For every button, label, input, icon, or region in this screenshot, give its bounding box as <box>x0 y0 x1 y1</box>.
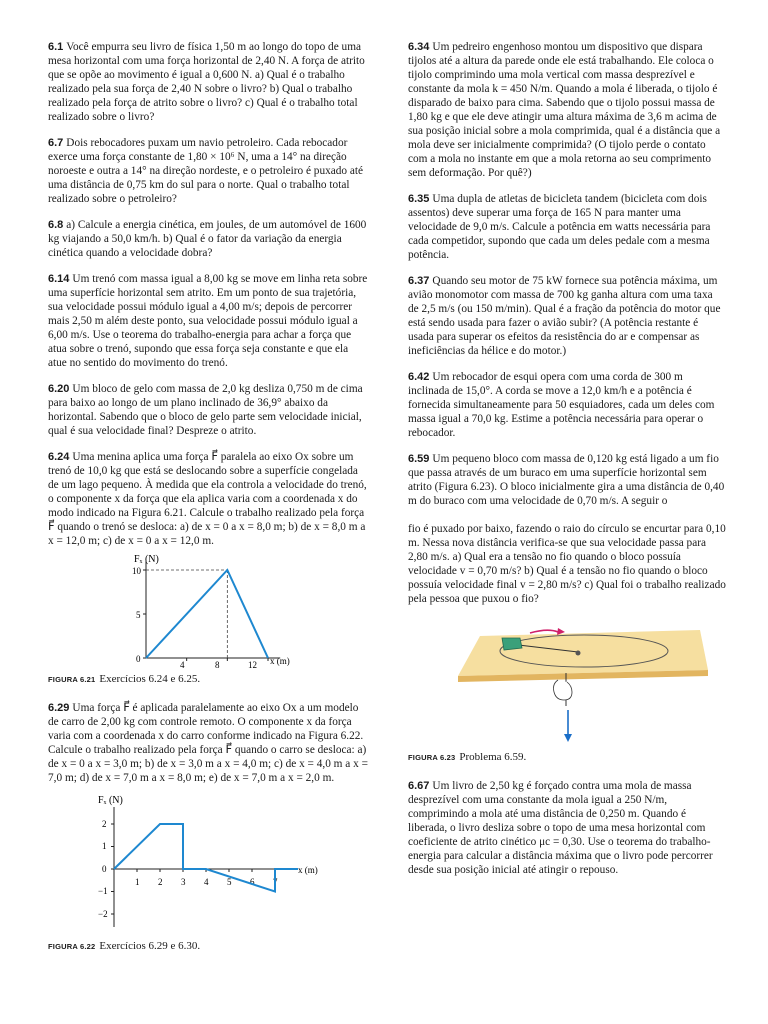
figure-label: FIGURA 6.22 <box>48 942 96 951</box>
y-tick-label: 10 <box>132 566 141 576</box>
problem-text: Uma força F⃗ é aplicada paralelamente ao eixo Ox a um modelo de carro de 2,00 kg com controle remoto. O componente x da força varia com a coordenada x do carro conforme indicado na Figura 6.22. Calcule o trabalho realizado pela força F⃗ quando o carro se desloca: a) de x = 0 a x = 3,0 m; b) de x = 3,0 m a x = 4,0 m; c) de x = 4,0 m a x = 7,0 m; d) de x = 7,0 m a x = 8,0 m; e) de x = 7,0 m a x = 2,0 m. <box>48 702 368 784</box>
x-tick-label: 4 <box>180 660 185 670</box>
problem-text: Um bloco de gelo com massa de 2,0 kg desliza 0,750 m de cima para baixo ao longo de um plano inclinado de 36,9° abaixo da horizontal. Sabendo que o bloco de gelo parte sem velocidade inicial, qual é sua velocidade final? Despreze o atrito. <box>48 383 363 437</box>
problem-6-20 <box>48 382 368 438</box>
problem-6-35 <box>408 192 726 262</box>
problem-6-59 <box>408 452 726 508</box>
problem-6-37 <box>408 274 726 358</box>
problem-number: 6.8 <box>48 219 64 231</box>
caption-text: Exercícios 6.29 e 6.30. <box>99 940 201 952</box>
problem-text: fio é puxado por baixo, fazendo o raio do círculo se encurtar para 0,10 m. Nessa nova distância verifica-se que sua velocidade passa para 2,80 m/s. a) Qual era a tensão no fio quando o bloco possuía velocidade v = 0,70 m/s? b) Qual é a tensão no fio quando o bloco possuía velocidade final v = 2,80 m/s? c) Qual foi o trabalho realizado pela pessoa que puxou o fio? <box>408 523 726 605</box>
problem-text: Um trenó com massa igual a 8,00 kg se move em linha reta sobre uma superfície horizontal sem atrito. Em um ponto de sua trajetória, sua velocidade possui módulo igual a 4,00 m/s; depois de percorrer mais 2,50 m além deste ponto, sua velocidade possui módulo igual a 6,00 m/s. Use o teorema do trabalho-energia para achar a força que atua sobre o trenó, supondo que essa força seja constante e que ela atue no sentido do movimento do trenó. <box>48 273 368 369</box>
problem-number: 6.35 <box>408 193 430 205</box>
table-surface <box>458 630 708 676</box>
x-axis-label: x (m) <box>298 865 318 875</box>
problem-number: 6.67 <box>408 780 430 792</box>
x-tick-label: 7 <box>273 877 278 887</box>
problem-6-59-continued <box>408 522 726 606</box>
y-tick-label: −1 <box>98 886 108 896</box>
problem-text: Você empurra seu livro de física 1,50 m ao longo do topo de uma mesa horizontal com uma força horizontal de 2,40 N. A força de atrito que se opõe ao movimento é igual a 0,600 N. a) Qual é o trabalho realizado pela sua força de 2,40 N sobre o livro? b) Qual o trabalho realizado pela força de atrito sobre o livro? c) Qual é o trabalho total realizado sobre o livro? <box>48 41 365 123</box>
problem-text: Uma dupla de atletas de bicicleta tandem (bicicleta com dois assentos) deve superar uma força de 165 N para manter uma velocidade de 9,0 m/s. Calcule a potência em watts necessária para cada competidor, supondo que cada um deles pedale com a mesma potência. <box>408 193 711 261</box>
problem-6-8 <box>48 218 368 260</box>
figure-6-22-caption <box>48 939 368 954</box>
problem-text: Um pequeno bloco com massa de 0,120 kg está ligado a um fio que passa através de um buraco em uma superfície horizontal sem atrito (Figura 6.23). O bloco inicialmente gira a uma distância de 0,40 m do buraco com uma velocidade de 0,70 m/s. A seguir o <box>408 453 725 507</box>
figure-label: FIGURA 6.23 <box>408 753 456 762</box>
x-tick-label: 2 <box>158 877 163 887</box>
pull-arrow-head <box>564 734 572 742</box>
x-tick-label: 4 <box>204 877 209 887</box>
figure-6-21-graph <box>48 552 368 670</box>
problem-number: 6.14 <box>48 273 70 285</box>
problem-text: Quando seu motor de 75 kW fornece sua potência máxima, um avião monomotor com massa de 700 kg ganha altura com uma taxa de 2,5 m/s (ou 150 m/min). Qual é a fração da potência do motor que está sendo usada para fazer o avião subir? (A potência restante é usada para superar os efeitos da resistência do ar e compensar as ineficiências da hélice e do motor.) <box>408 275 721 357</box>
x-tick-label: 8 <box>215 660 220 670</box>
y-tick-label: 1 <box>102 841 107 851</box>
problem-6-42 <box>408 370 726 440</box>
x-tick-label: 3 <box>181 877 186 887</box>
figure-6-22-graph <box>48 789 368 937</box>
x-axis-label: x (m) <box>270 656 290 666</box>
x-tick-label: 1 <box>135 877 140 887</box>
figure-6-21-caption <box>48 672 368 687</box>
hand-icon <box>554 680 573 700</box>
problem-number: 6.42 <box>408 371 430 383</box>
figure-label: FIGURA 6.21 <box>48 675 96 684</box>
y-tick-label: 0 <box>136 654 141 664</box>
problem-number: 6.7 <box>48 137 64 149</box>
problem-6-14 <box>48 272 368 370</box>
force-series-line <box>146 570 268 658</box>
problem-text: a) Calcule a energia cinética, em joules, de um automóvel de 1600 kg viajando a 50,0 km/h. b) Qual é o fator da variação da energia cinética quando a velocidade dobra? <box>48 219 367 259</box>
problem-number: 6.37 <box>408 275 430 287</box>
problem-6-67 <box>408 779 726 877</box>
figure-6-23-illustration <box>408 618 726 748</box>
problem-number: 6.59 <box>408 453 430 465</box>
problem-number: 6.34 <box>408 41 430 53</box>
problem-6-29 <box>48 701 368 785</box>
x-tick-label: 5 <box>227 877 232 887</box>
y-tick-label: 2 <box>102 819 107 829</box>
problem-6-24 <box>48 450 368 548</box>
hole <box>576 651 581 656</box>
left-column <box>48 40 368 966</box>
x-tick-label: 12 <box>248 660 257 670</box>
x-tick-label: 6 <box>250 877 255 887</box>
block <box>502 638 522 650</box>
problem-6-1 <box>48 40 368 124</box>
problem-text: Um livro de 2,50 kg é forçado contra uma mola de massa desprezível com uma constante da mola igual a 250 N/m, comprimindo a mola até uma distância de 0,250 m. Quando é liberada, o livro desliza sobre o topo de uma mesa horizontal com coeficiente de atrito cinético μc = 0,30. Use o teorema do trabalho-energia para calcular a distância máxima que o livro pode percorrer desde sua posição inicial até atingir o repouso. <box>408 780 713 876</box>
y-tick-label: 0 <box>102 864 107 874</box>
caption-text: Exercícios 6.24 e 6.25. <box>99 673 201 685</box>
problem-text: Dois rebocadores puxam um navio petroleiro. Cada rebocador exerce uma força constante de 1,80 × 10⁶ N, uma a 14° na direção noroeste e outra a 14° na direção nordeste, e o petroleiro é puxado até uma distância de 0,75 km do sul para o norte. Qual o trabalho total realizado sobre o petroleiro? <box>48 137 364 205</box>
figure-6-23-caption <box>408 750 726 765</box>
y-tick-label: 5 <box>136 610 141 620</box>
problem-number: 6.29 <box>48 702 70 714</box>
velocity-arrow <box>530 630 558 633</box>
problem-number: 6.1 <box>48 41 64 53</box>
caption-text: Problema 6.59. <box>459 751 527 763</box>
y-tick-label: −2 <box>98 909 108 919</box>
problem-text: Uma menina aplica uma força F⃗ paralela ao eixo Ox sobre um trenó de 10,0 kg que está se deslocando sobre a superfície congelada de um lago pequeno. À medida que ela controla a velocidade do trenó, o componente x da força que ela aplica varia com a coordenada x do modo indicado na Figura 6.21. Calcule o trabalho realizado pela força F⃗ quando o trenó se desloca: a) de x = 0 a x = 8,0 m; b) de x = 8,0 m a x = 12,0 m; c) de x = 0 a x = 12,0 m. <box>48 451 367 547</box>
problem-number: 6.20 <box>48 383 70 395</box>
y-axis-label: Fₓ (N) <box>134 554 159 565</box>
problem-6-34 <box>408 40 726 180</box>
right-column <box>408 40 726 889</box>
problem-number: 6.24 <box>48 451 70 463</box>
problem-text: Um rebocador de esqui opera com uma corda de 300 m inclinada de 15,0°. A corda se move a 12,0 km/h e a potência é fornecida simultaneamente para 50 esquiadores, cada um deles com massa igual a 70,0 kg. Estime a potência necessária para operar o rebocador. <box>408 371 715 439</box>
problem-6-7 <box>48 136 368 206</box>
problem-text: Um pedreiro engenhoso montou um dispositivo que dispara tijolos até a altura da parede onde ele está trabalhando. Ele coloca o tijolo comprimindo uma mola vertical com massa desprezível e constante da mola k = 450 N/m. Quando a mola é liberada, o tijolo é disparado de baixo para cima. Sabendo que o tijolo possui massa de 1,80 kg e que ele deve atingir uma altura máxima de 3,6 m acima de sua posição inicial sobre a mola comprimida, qual é a distância que a mola deve ser inicialmente comprimida? (O tijolo perde o contato com a mola no instante em que a mola retorna ao seu comprimento sem deformação. Por quê?) <box>408 41 721 179</box>
y-axis-label: Fₓ (N) <box>98 795 123 806</box>
